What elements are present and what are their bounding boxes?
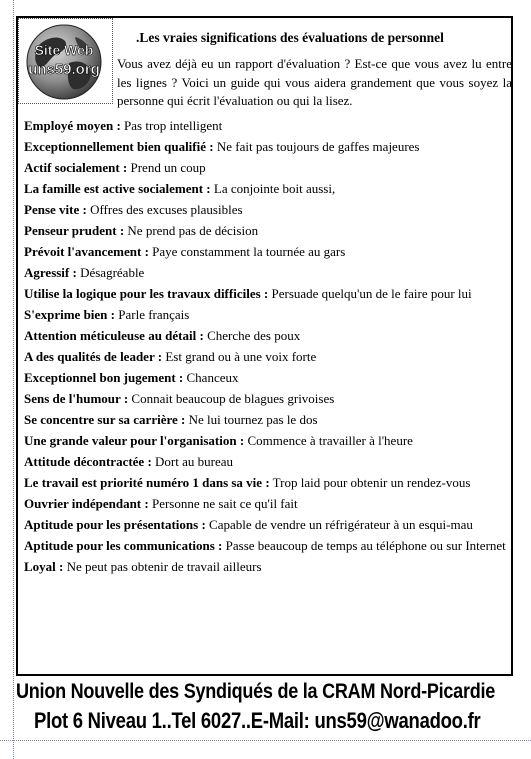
- definition-term: Attitude décontractée :: [24, 454, 152, 469]
- definition-entry: [24, 432, 512, 450]
- definition-term: Ouvrier indépendant :: [24, 496, 149, 511]
- definition-meaning: Dort au bureau: [151, 454, 234, 469]
- layout-guide-horizontal: [0, 740, 531, 741]
- definition-entry: [24, 180, 512, 198]
- definition-meaning: Pas trop intelligent: [120, 118, 223, 133]
- definition-meaning: Trop laid pour obtenir un rendez-vous: [269, 475, 471, 490]
- definition-meaning: Paye constamment la tournée au gars: [148, 244, 346, 259]
- definition-entry: [24, 558, 512, 576]
- definition-term: Une grande valeur pour l'organisation :: [24, 433, 245, 448]
- definition-term: Se concentre sur sa carrière :: [24, 412, 186, 427]
- definition-entry: [24, 159, 512, 177]
- definition-meaning: Chanceux: [183, 370, 239, 385]
- definition-entry: [24, 264, 512, 282]
- definition-meaning: Passe beaucoup de temps au téléphone ou sur Internet: [222, 538, 506, 553]
- definition-entry: [24, 348, 512, 366]
- definition-term: Agressif :: [24, 265, 77, 280]
- definition-meaning: Offres des excuses plausibles: [86, 202, 243, 217]
- definition-meaning: Ne fait pas toujours de gaffes majeures: [213, 139, 420, 154]
- definition-meaning: Est grand ou à une voix forte: [162, 349, 317, 364]
- definition-meaning: Cherche des poux: [203, 328, 301, 343]
- footer-union-name: Union Nouvelle des Syndiqués de la CRAM Nord-Picardie: [16, 680, 496, 703]
- definition-entry: [24, 537, 512, 555]
- definition-entry: [24, 390, 512, 408]
- definition-term: Loyal :: [24, 559, 64, 574]
- definition-meaning: Ne lui tournez pas le dos: [185, 412, 318, 427]
- definition-meaning: La conjointe boit aussi,: [210, 181, 336, 196]
- definition-meaning: Commence à travailler à l'heure: [244, 433, 413, 448]
- definition-term: Pense vite :: [24, 202, 87, 217]
- definition-meaning: Ne prend pas de décision: [124, 223, 259, 238]
- definition-term: Actif socialement :: [24, 160, 128, 175]
- definition-term: Le travail est priorité numéro 1 dans sa vie :: [24, 475, 270, 490]
- definition-term: Penseur prudent :: [24, 223, 125, 238]
- definition-meaning: Capable de vendre un réfrigérateur à un esqui-mau: [205, 517, 473, 532]
- definition-entry: [24, 222, 512, 240]
- definition-entry: [24, 474, 512, 492]
- definition-meaning: Parle français: [115, 307, 190, 322]
- site-logo[interactable]: [18, 18, 113, 104]
- definition-entry: [24, 306, 512, 324]
- definition-entry: [24, 495, 512, 513]
- definition-entry: [24, 327, 512, 345]
- definition-entry: [24, 369, 512, 387]
- definition-term: Aptitude pour les communications :: [24, 538, 223, 553]
- definition-meaning: Connait beaucoup de blagues grivoises: [128, 391, 335, 406]
- definition-entry: [24, 411, 512, 429]
- definition-term: A des qualités de leader :: [24, 349, 163, 364]
- intro-paragraph: Vous avez déjà eu un rapport d'évaluation ? Est-ce que vous avez lu entre les lignes ? Voici un guide qui vous aidera grandement que vous soyez la personne qui écrit l'évaluation ou qui la lisez.: [117, 56, 512, 108]
- definition-meaning: Désagréable: [76, 265, 145, 280]
- definition-entry: [24, 117, 512, 135]
- definition-term: Prévoit l'avancement :: [24, 244, 149, 259]
- definition-meaning: Persuade quelqu'un de le faire pour lui: [268, 286, 472, 301]
- definition-meaning: Personne ne sait ce qu'il fait: [148, 496, 298, 511]
- definition-entry: [24, 201, 512, 219]
- footer-contact: Plot 6 Niveau 1..Tel 6027..E-Mail: uns59@wanadoo.fr: [34, 708, 481, 733]
- logo-text-line1: Site Web: [34, 42, 94, 58]
- logo-text-line2: uns59.org: [28, 61, 100, 78]
- definition-entry: [24, 243, 512, 261]
- definition-term: Sens de l'humour :: [24, 391, 129, 406]
- definition-entry: [24, 453, 512, 471]
- layout-guide-vertical: [13, 0, 14, 759]
- definition-term: Aptitude pour les présentations :: [24, 517, 206, 532]
- definition-entry: [24, 516, 512, 534]
- definition-meaning: Prend un coup: [127, 160, 206, 175]
- definition-entry: [24, 138, 512, 156]
- definition-term: Exceptionnellement bien qualifié :: [24, 139, 214, 154]
- definitions-list: [24, 117, 512, 579]
- globe-icon: [25, 23, 103, 101]
- definition-term: Exceptionnel bon jugement :: [24, 370, 184, 385]
- definition-entry: [24, 285, 512, 303]
- definition-meaning: Ne peut pas obtenir de travail ailleurs: [63, 559, 262, 574]
- page-title: .Les vraies significations des évaluations de personnel: [136, 30, 444, 45]
- definition-term: Utilise la logique pour les travaux difficiles :: [24, 286, 269, 301]
- definition-term: S'exprime bien :: [24, 307, 115, 322]
- definition-term: Attention méticuleuse au détail :: [24, 328, 204, 343]
- definition-term: Employé moyen :: [24, 118, 121, 133]
- definition-term: La famille est active socialement :: [24, 181, 211, 196]
